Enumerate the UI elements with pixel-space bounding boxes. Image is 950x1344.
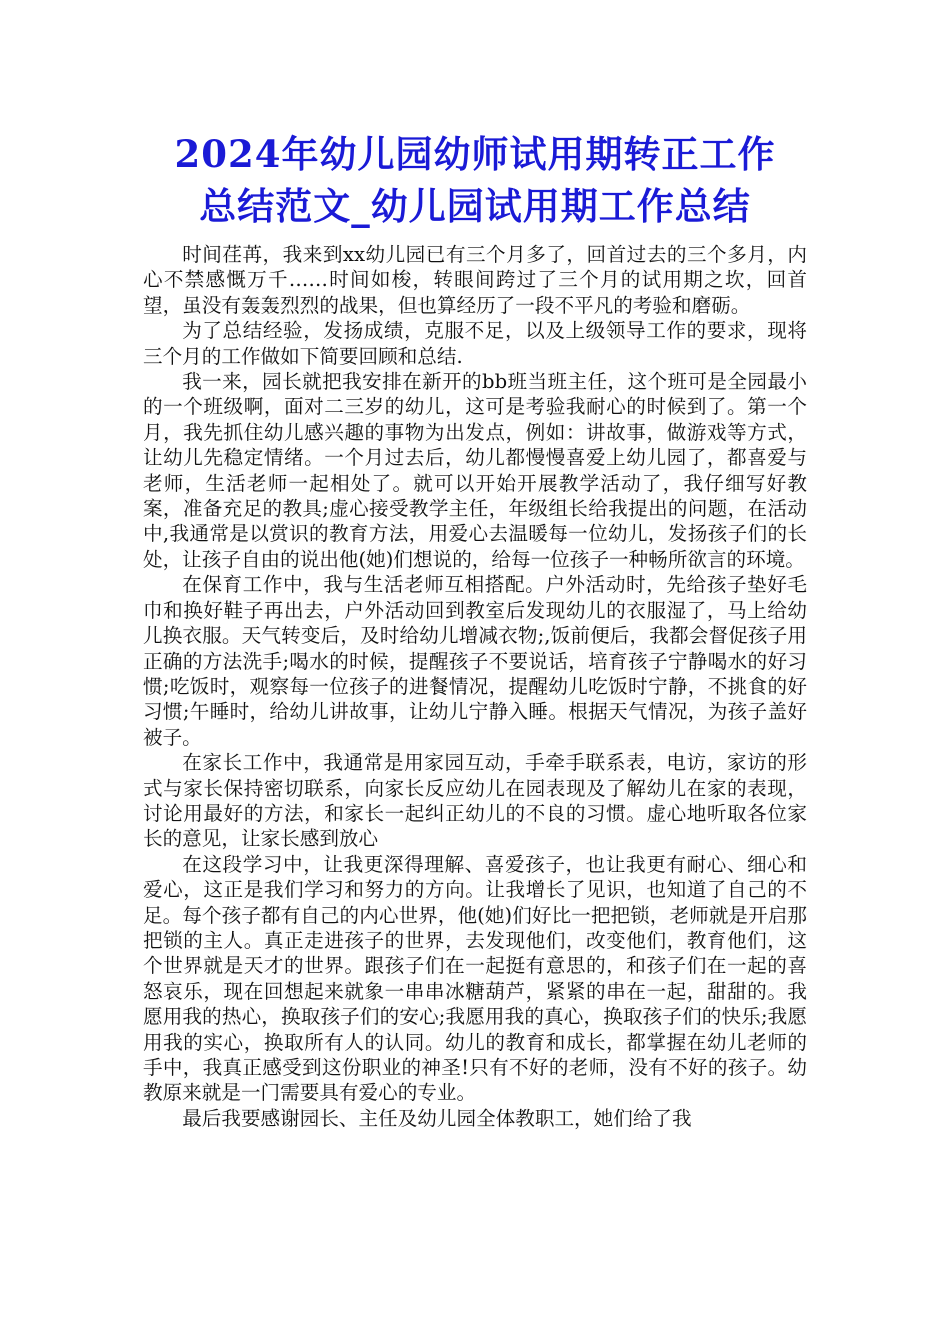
paragraph-3: 我一来，园长就把我安排在新开的bb班当班主任，这个班可是全园最小的一个班级啊，面对二三岁的幼儿，这可是考验我耐心的时候到了。第一个月，我先抓住幼儿感兴趣的事物为出发点，例如：讲故事，做游戏等方式，让幼儿先稳定情绪。一个月过去后，幼儿都慢慢喜爱上幼儿园了，都喜爱与老师，生活老师一起相处了。就可以开始开展教学活动了，我仔细写好教案，准备充足的教具;虚心接受教学主任，年级组长给我提出的问题，在活动中,我通常是以赏识的教育方法，用爱心去温暖每一位幼儿，发扬孩子们的长处，让孩子自由的说出他(她)们想说的，给每一位孩子一种畅所欲言的环境。 bbox=[143, 370, 807, 571]
title-line-2: 总结范文_幼儿园试用期工作总结 bbox=[199, 184, 751, 228]
document-body bbox=[143, 242, 807, 1131]
document-title bbox=[100, 128, 850, 232]
paragraph-6: 在这段学习中，让我更深得理解、喜爱孩子，也让我更有耐心、细心和爱心，这正是我们学习和努力的方向。让我增长了见识，也知道了自己的不足。每个孩子都有自己的内心世界，他(她)们好比一把把锁，老师就是开启那把锁的主人。真正走进孩子的世界，去发现他们，改变他们，教育他们，这个世界就是天才的世界。跟孩子们在一起挺有意思的，和孩子们在一起的喜怒哀乐，现在回想起来就象一串串冰糖葫芦，紧紧的串在一起，甜甜的。我愿用我的热心，换取孩子们的安心;我愿用我的真心，换取孩子们的快乐;我愿用我的实心，换取所有人的认同。幼儿的教育和成长，都掌握在幼儿老师的手中，我真正感受到这份职业的神圣!只有不好的老师，没有不好的孩子。幼教原来就是一门需要具有爱心的专业。 bbox=[143, 852, 807, 1105]
paragraph-5: 在家长工作中，我通常是用家园互动，手牵手联系表，电访，家访的形式与家长保持密切联系，向家长反应幼儿在园表现及了解幼儿在家的表现，讨论用最好的方法，和家长一起纠正幼儿的不良的习惯。虚心地听取各位家长的意见，让家长感到放心 bbox=[143, 751, 807, 851]
title-line-1: 2024年幼儿园幼师试用期转正工作 bbox=[174, 132, 776, 176]
paragraph-4: 在保育工作中，我与生活老师互相搭配。户外活动时，先给孩子垫好毛巾和换好鞋子再出去，户外活动回到教室后发现幼儿的衣服湿了，马上给幼儿换衣服。天气转变后，及时给幼儿增减衣物;,饭前便后，我都会督促孩子用正确的方法洗手;喝水的时候，提醒孩子不要说话，培育孩子宁静喝水的好习惯;吃饭时，观察每一位孩子的进餐情况，提醒幼儿吃饭时宁静，不挑食的好习惯;午睡时，给幼儿讲故事，让幼儿宁静入睡。根据天气情况，为孩子盖好被子。 bbox=[143, 573, 807, 749]
paragraph-2: 为了总结经验，发扬成绩，克服不足，以及上级领导工作的要求，现将三个月的工作做如下简要回顾和总结. bbox=[143, 319, 807, 368]
paragraph-7: 最后我要感谢园长、主任及幼儿园全体教职工，她们给了我 bbox=[182, 1106, 692, 1130]
paragraph-1: 时间荏苒，我来到xx幼儿园已有三个月多了，回首过去的三个多月，内心不禁感慨万千……时间如梭，转眼间跨过了三个月的试用期之坎，回首望，虽没有轰轰烈烈的战果，但也算经历了一段不平凡的考验和磨砺。 bbox=[143, 243, 807, 317]
